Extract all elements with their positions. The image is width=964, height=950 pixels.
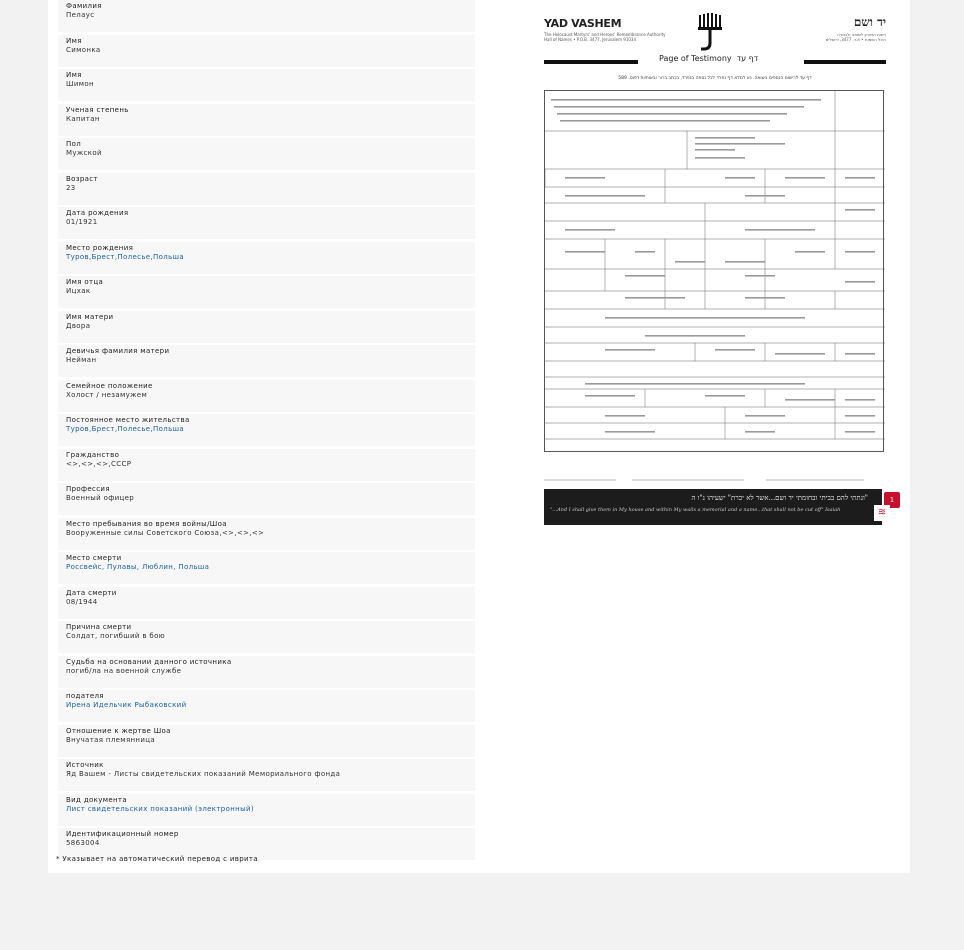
form-text-stroke [585, 383, 805, 385]
form-text-stroke [725, 177, 755, 179]
form-text-stroke [551, 99, 821, 101]
field-label: Источник [66, 761, 104, 769]
field-value: Ицхак [66, 287, 91, 295]
field-label: Причина смерти [66, 623, 132, 631]
field-label: Дата рождения [66, 209, 129, 217]
field-value: погиб/ла на военной службе [66, 666, 182, 675]
form-instructions: דף עד לרישום הנספים בשואה. נא למלא דף נפרד לכל נספה בנפרד, בכתב ברור ובאותיות דפוס. 589 [618, 76, 812, 81]
record-field [58, 0, 475, 32]
field-value-link[interactable]: Туров,Брест,Полесье,Польша [66, 425, 184, 433]
field-label: Идентификационный номер [66, 830, 179, 838]
layers-icon[interactable]: ≋ [874, 505, 890, 521]
form-text-stroke [625, 275, 665, 277]
field-value: 23 [66, 183, 76, 192]
field-value: Холост / незамужем [66, 390, 148, 399]
form-text-stroke [635, 251, 655, 253]
field-value: 08/1944 [66, 597, 98, 606]
record-field [58, 725, 475, 757]
form-text-stroke [845, 177, 875, 179]
form-text-stroke [695, 157, 745, 159]
header-bar-left [544, 60, 638, 64]
field-label: Место рождения [66, 243, 134, 252]
form-text-stroke [795, 251, 825, 253]
record-field [58, 449, 475, 481]
form-text-stroke [565, 195, 645, 197]
field-label: Возраст [66, 174, 98, 183]
field-label: Место пребывания во время войны/Шоа [66, 519, 227, 528]
form-text-stroke [695, 143, 785, 145]
field-label: Имя матери [66, 312, 114, 321]
image-count-badge[interactable]: 1 [884, 492, 900, 508]
record-field [58, 518, 475, 550]
form-text-stroke [705, 395, 745, 397]
form-text-stroke [675, 261, 705, 263]
translation-footnote: * Указывает на автоматический перевод с иврита [56, 855, 259, 863]
record-field [58, 414, 475, 446]
form-text-stroke [785, 177, 825, 179]
form-text-stroke [845, 251, 875, 253]
form-text-stroke [565, 229, 615, 231]
form-text-stroke [605, 431, 655, 433]
field-label: Имя [66, 36, 82, 45]
record-field [58, 207, 475, 239]
record-field [58, 173, 475, 205]
form-text-stroke [745, 229, 815, 231]
field-value-link[interactable]: Лист свидетельских показаний (электронный) [66, 804, 254, 813]
field-label: Профессия [66, 485, 110, 493]
yad-vashem-logo-text: YAD VASHEM [544, 17, 622, 30]
field-label: Вид документа [66, 795, 127, 804]
form-text-stroke [845, 415, 875, 417]
record-field [58, 690, 475, 722]
record-field [58, 552, 475, 584]
field-label: Место смерти [66, 554, 122, 562]
record-fields [58, 0, 475, 863]
form-text-stroke [775, 353, 825, 355]
yad-vashem-emblem-icon [695, 13, 725, 53]
form-text-stroke [605, 349, 655, 351]
record-field [58, 794, 475, 826]
form-text-stroke [605, 415, 645, 417]
record-field [58, 35, 475, 67]
record-field [58, 242, 475, 274]
testimony-form-grid [544, 90, 884, 452]
form-text-stroke [695, 137, 755, 139]
signature-line [544, 472, 884, 484]
form-text-stroke [565, 177, 605, 179]
form-text-stroke [785, 399, 835, 401]
field-value: Нейман [66, 356, 97, 364]
field-label: Дата смерти [66, 588, 117, 597]
field-value: Яд Вашем - Листы свидетельских показаний Мемориального фонда [66, 770, 341, 778]
record-field [58, 587, 475, 619]
isaiah-quote-banner: "ונתתי להם בביתי ובחומתי יד ושם...אשר לא יכרת" ישעיהו נ"ו ה "...And I shall give them in My house and within My walls a memorial and a name...that shall not be cut off" Isaiah [544, 489, 882, 525]
record-field [58, 69, 475, 101]
yad-vashem-subtitle: The Holocaust Martyrs' and Heroes' Remembrance Authority Hall of Names • P.O.B. 3477, Jerusalem 91034 [544, 32, 666, 42]
form-text-stroke [745, 275, 775, 277]
field-label: подателя [66, 692, 104, 700]
field-value: Пелаус [66, 11, 95, 19]
form-text-stroke [557, 113, 787, 115]
form-text-stroke [585, 395, 635, 397]
field-value: 01/1921 [66, 218, 98, 226]
hebrew-title: יד ושם [853, 15, 886, 29]
field-value: 5863004 [66, 839, 100, 847]
field-label: Судьба на основании данного источника [66, 657, 232, 666]
field-label: Гражданство [66, 450, 120, 459]
form-text-stroke [565, 251, 605, 253]
field-label: Имя отца [66, 278, 104, 286]
hebrew-subtitle: רשות הזיכרון לשואה ולגבורה היכל השמות • ת.ד. 3477, ירושלים [825, 32, 886, 42]
form-text-stroke [745, 415, 785, 417]
form-text-stroke [745, 297, 785, 299]
field-value: Внучатая племянница [66, 735, 156, 744]
form-text-stroke [625, 297, 685, 299]
field-value-link[interactable]: Россвейс, Пулавы, Люблин, Польша [66, 563, 210, 571]
field-label: Отношение к жертве Шоа [66, 726, 171, 735]
form-text-stroke [845, 209, 875, 211]
field-label: Семейное положение [66, 381, 153, 390]
form-text-stroke [845, 353, 875, 355]
form-text-stroke [745, 195, 785, 197]
record-card [48, 0, 910, 873]
field-value-link[interactable]: Ирена Идельчик Рыбаковский [66, 701, 187, 709]
field-label: Девичья фамилия матери [66, 347, 170, 355]
record-field [58, 656, 475, 688]
record-field [58, 104, 475, 136]
form-text-stroke [845, 399, 875, 401]
form-text-stroke [845, 431, 875, 433]
record-field [58, 311, 475, 343]
form-text-stroke [715, 349, 755, 351]
header-bar-right [804, 60, 886, 64]
field-label: Постоянное место жительства [66, 416, 190, 424]
field-label: Ученая степень [66, 105, 129, 114]
field-value-link[interactable]: Туров,Брест,Полесье,Польша [66, 252, 184, 261]
record-field [58, 621, 475, 653]
field-label: Фамилия [66, 2, 102, 10]
record-field [58, 138, 475, 170]
form-text-stroke [695, 149, 735, 151]
record-field [58, 345, 475, 377]
form-text-stroke [745, 431, 775, 433]
form-text-stroke [605, 317, 805, 319]
page-of-testimony-title: Page of Testimony דף עד [659, 54, 759, 63]
form-text-stroke [554, 106, 804, 108]
record-field [58, 483, 475, 515]
form-text-stroke [845, 281, 875, 283]
field-value: Военный офицер [66, 494, 135, 502]
record-field [58, 759, 475, 791]
page-of-testimony-image[interactable] [544, 8, 886, 528]
field-value: <>,<>,<>,СССР [66, 459, 132, 468]
field-value: Вооруженные силы Советского Союза,<>,<>,<> [66, 528, 265, 537]
field-value: Солдат, погибший в бою [66, 632, 165, 640]
form-text-stroke [725, 261, 765, 263]
field-value: Шимон [66, 80, 94, 88]
field-value: Мужской [66, 149, 102, 157]
field-value: Симонка [66, 45, 101, 54]
form-text-stroke [645, 335, 745, 337]
record-field [58, 276, 475, 308]
form-text-stroke [560, 120, 770, 122]
field-label: Имя [66, 71, 82, 79]
field-label: Пол [66, 140, 82, 148]
field-value: Двора [66, 321, 91, 330]
record-field [58, 380, 475, 412]
field-value: Капитан [66, 114, 100, 123]
